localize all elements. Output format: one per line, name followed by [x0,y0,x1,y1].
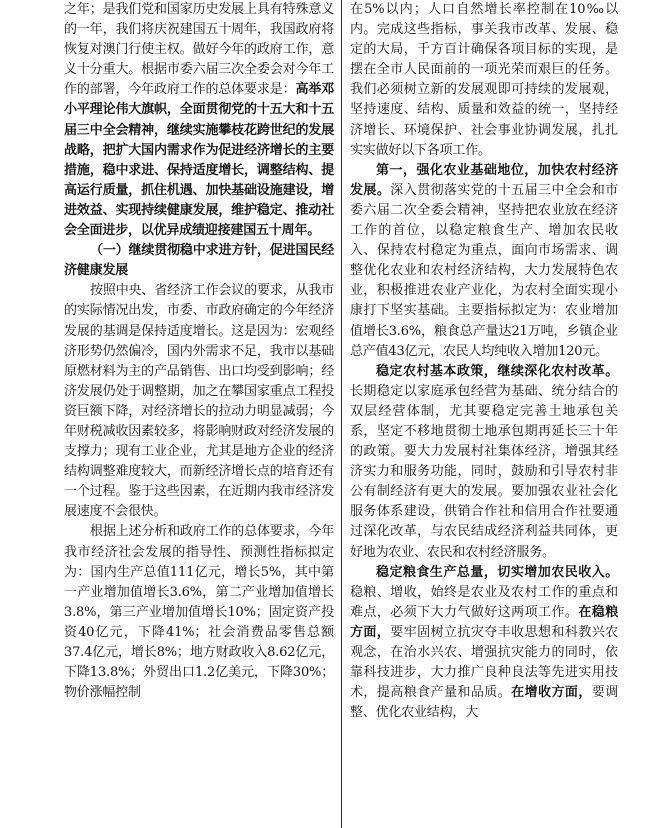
text-run: 之年；是我们党和国家历史发展上具有特殊意义的一年，我们将庆祝建国五十周年，我国政府将恢复对澳门行使主权。做好今年的政府工作，意义十分重大。根据市委六届三次全委会对今年工作的部署，今年政府工作的总体要求是： [64,2,334,98]
left-paragraph-2: 按照中央、省经济工作会议的要求，从我市的实际情况出发，市委、市政府确定的今年经济发展的基调是保持适度增长。这是因为：宏观经济形势仍然偏冷，国内外需求不足，我市以基础原燃材料为主的产品销售、出口均受到影响；经济发展仍处于调整期，加之在攀国家重点工程投资巨额下降，对经济增长的拉动力明显减弱；今年财税减收因素较多，将影响财政对经济发展的支撑力；现有工业企业，尤其是地方企业的经济结构调整难度较大，而新经济增长点的培育还有一个过程。鉴于这些因素，在近期内我市经济发展速度不会很快。 [64,283,334,520]
text-run: 要调整、优化农业结构，大 [350,685,618,721]
bold-run: 第一，强化农业基础地位，加快农村经济发展。 [350,162,618,198]
left-column [64,0,334,703]
left-paragraph-1 [64,0,334,241]
right-paragraph-4 [350,563,618,724]
column-divider [341,0,342,828]
text-run: 长期稳定以家庭承包经营为基础、统分结合的双层经营体制，尤其要稳定完善土地承包关系，坚定不移地贯彻土地承包期再延长三十年的政策。要大力发展村社集体经济，增强其经济实力和服务功能，同时，鼓励和引导农村非公有制经济有更大的发展。要加强农业社会化服务体系建设，供销合作社和信用合作社要通过深化改革，与农民结成经济利益共同体，更好地为农业、农民和农村经济服务。 [350,383,618,560]
bold-run: 稳定农村基本政策，继续深化农村改革。 [376,363,618,379]
section-heading-1 [64,241,334,281]
left-paragraph-3: 根据上述分析和政府工作的总体要求，今年我市经济社会发展的指导性、预测性指标拟定为：国内生产总值111亿元，增长5%，其中第一产业增加值增长3.6%，第二产业增加值增长3.8%，第三产业增加值增长10%；固定资产投资40亿元，下降41%；社会消费品零售总额37.4亿元，增长8%；地方财政收入8.62亿元，下降13.8%；外贸出口1.2亿美元，下降30%；物价涨幅控制 [64,524,334,701]
right-paragraph-1: 在5%以内；人口自然增长率控制在10‰以内。完成这些指标，事关我市改革、发展、稳定的大局，千方百计确保各项目标的实现，是摆在全市人民面前的一项光荣而艰巨的任务。我们必须树立新的发展观即可持续的发展观，坚持速度、结构、质量和效益的统一，坚持经济增长、环境保护、社会事业协调发展，扎扎实实做好以下各项工作。 [350,2,618,158]
bold-run: 高举邓小平理论伟大旗帜，全面贯彻党的十五大和十五届三中全会精神，继续实施攀枝花跨世纪的发展战略，把扩大国内需求作为促进经济增长的主要措施，稳中求进、保持适度增长，调整结构、提高运行质量，抓住机遇、加快基础设施建设，增进效益、实现持续健康发展，维护稳定、推动社会全面进步，以优异成绩迎接建国五十周年。 [64,82,335,239]
right-paragraph-2 [350,161,618,362]
bold-run: 在增收方面， [511,685,592,701]
text-run: 稳粮、增收，始终是农业及农村工作的重点和难点，必须下大力气做好这两项工作。 [350,584,618,620]
text-run: 要牢固树立抗灾夺丰收思想和科教兴农观念，在治水兴农、增强抗灾能力的同时，依靠科技进步，大力推广良种良法等先进实用技术，提高粮食产量和品质。 [350,624,618,701]
text-run: 深入贯彻落实党的十五届三中全会和市委六届二次全委会精神，坚持把农业放在经济工作的首位，以稳定粮食生产、增加农民收入、保持农村稳定为重点，面向市场需求、调整优化农业和农村经济结构，大力发展特色农业，积极推进农业产业化，为农村全面实现小康打下坚实基础。主要指标拟定为：农业增加值增长3.6%，粮食总产量达21万吨，乡镇企业总产值43亿元，农民人均纯收入增加120元。 [350,182,618,359]
bold-run: 稳定粮食生产总量，切实增加农民收入。 [376,564,618,580]
heading-text: （一）继续贯彻稳中求进方针，促进国民经济健康发展 [64,243,334,279]
right-paragraph-3 [350,362,618,563]
bold-run: 在稳粮方面， [350,604,618,640]
right-column [350,0,618,723]
